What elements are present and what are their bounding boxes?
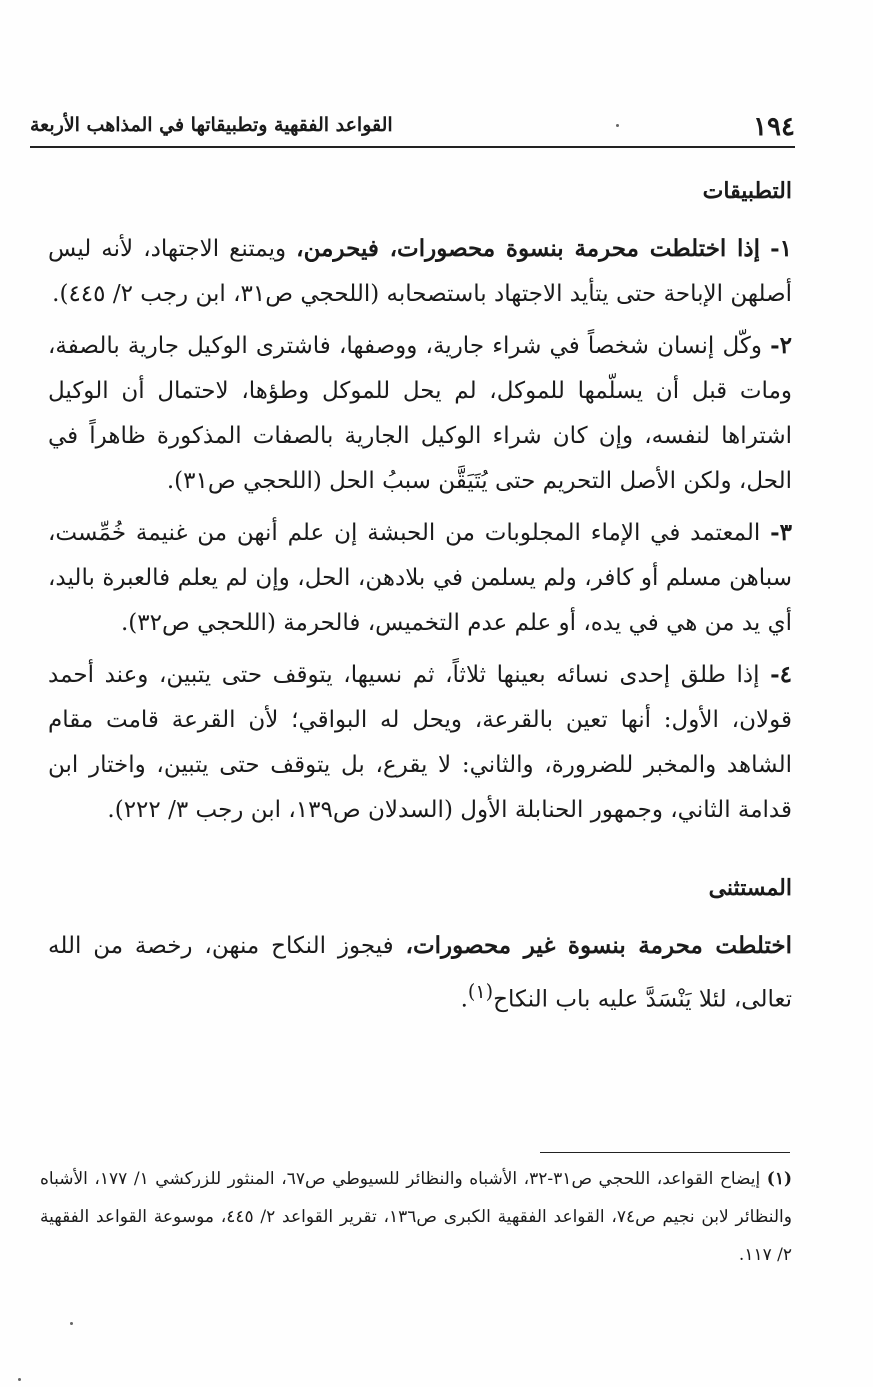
application-item-3 bbox=[48, 510, 792, 646]
main-content bbox=[48, 168, 792, 1029]
application-item-4 bbox=[48, 652, 792, 833]
exception-text: فيجوز النكاح منهن، رخصة من الله تعالى، لئلا يَنْسَدَّ عليه باب النكاح bbox=[48, 933, 792, 1013]
footnote-marker: (١) bbox=[766, 1169, 792, 1189]
item-text: ثم نسيها، يتوقف حتى يتبين، وعند أحمد قولان، الأول: أنها تعين بالقرعة، ويحل له البواقي؛ لأن القرعة قامت مقام الشاهد والمخبر للضرورة، والثاني: لا يقرع، بل يتوقف حتى يتبين، واختار ابن قدامة الثاني، وجمهور الحنابلة الأول (السدلان ص١٣٩، ابن رجب ٣/ ٢٢٢). bbox=[48, 662, 792, 823]
item-number: ١- bbox=[770, 235, 793, 262]
applications-heading: التطبيقات bbox=[702, 178, 792, 204]
footnotes bbox=[40, 1160, 792, 1274]
running-title: القواعد الفقهية وتطبيقاتها في المذاهب الأربعة bbox=[30, 114, 393, 136]
item-text: ويمتنع الاجتهاد، لأنه ليس أصلهن الإباحة حتى يتأيد الاجتهاد باستصحابه (اللحجي ص٣١، ابن رجب ٢/ ٤٤٥). bbox=[48, 236, 792, 307]
item-lead: المعتمد في الإماء المجلوبات من الحبشة bbox=[367, 520, 761, 546]
item-text: ووصفها، فاشترى الوكيل جارية بالصفة، ومات قبل أن يسلّمها للموكل، لم يحل للموكل وطؤها، لاحتمال أن الوكيل اشتراها لنفسه، وإن كان شراء الوكيل الجارية بالصفات المذكورة ظاهراً في الحل، ولكن الأصل التحريم حتى يُتَيَقَّن سببُ الحل (اللحجي ص٣١). bbox=[48, 333, 792, 494]
item-number: ٢- bbox=[770, 332, 793, 359]
application-item-2 bbox=[48, 323, 792, 504]
footnote-reference[interactable]: (١) bbox=[467, 980, 494, 1003]
scan-speck bbox=[18, 1378, 21, 1381]
exception-end: . bbox=[460, 986, 468, 1013]
item-lead: إذا طلق إحدى نسائه بعينها ثلاثاً، bbox=[445, 662, 760, 688]
item-text: إن علم أنهن من غنيمة خُمِّست، سباهن مسلم أو كافر، ولم يسلمن في بلادهن، الحل، وإن لم يعلم فالعبرة باليد، أي يد من هي في يده، أو علم عدم التخميس، فالحرمة (اللحجي ص٣٢). bbox=[48, 520, 792, 636]
exception-heading: المستثنى bbox=[708, 875, 792, 901]
section-gap bbox=[48, 839, 792, 865]
footnote-text: إيضاح القواعد، اللحجي ص٣١-٣٢، الأشباه والنظائر للسيوطي ص٦٧، المنثور للزركشي ١/ ١٧٧، الأشباه والنظائر لابن نجيم ص٧٤، القواعد الفقهية الكبرى ص١٣٦، تقرير القواعد ٢/ ٤٤٥، موسوعة القواعد الفقهية ٢/ ١١٧. bbox=[40, 1169, 792, 1265]
footnote-1 bbox=[40, 1160, 792, 1274]
exception-lead: اختلطت محرمة بنسوة غير محصورات، bbox=[405, 932, 793, 959]
header-rule bbox=[30, 146, 795, 148]
application-item-1 bbox=[48, 226, 792, 317]
page-header bbox=[30, 106, 795, 146]
item-lead: إذا اختلطت محرمة بنسوة محصورات، فيحرمن، bbox=[296, 235, 761, 262]
scan-speck bbox=[616, 124, 619, 127]
footnote-rule bbox=[540, 1152, 790, 1153]
page-number: ١٩٤ bbox=[753, 112, 795, 142]
exception-paragraph bbox=[48, 923, 792, 1023]
item-lead: وكّل إنسان شخصاً في شراء جارية، bbox=[425, 333, 762, 359]
item-number: ٣- bbox=[770, 519, 793, 546]
scan-speck bbox=[70, 1322, 73, 1325]
item-number: ٤- bbox=[770, 661, 793, 688]
